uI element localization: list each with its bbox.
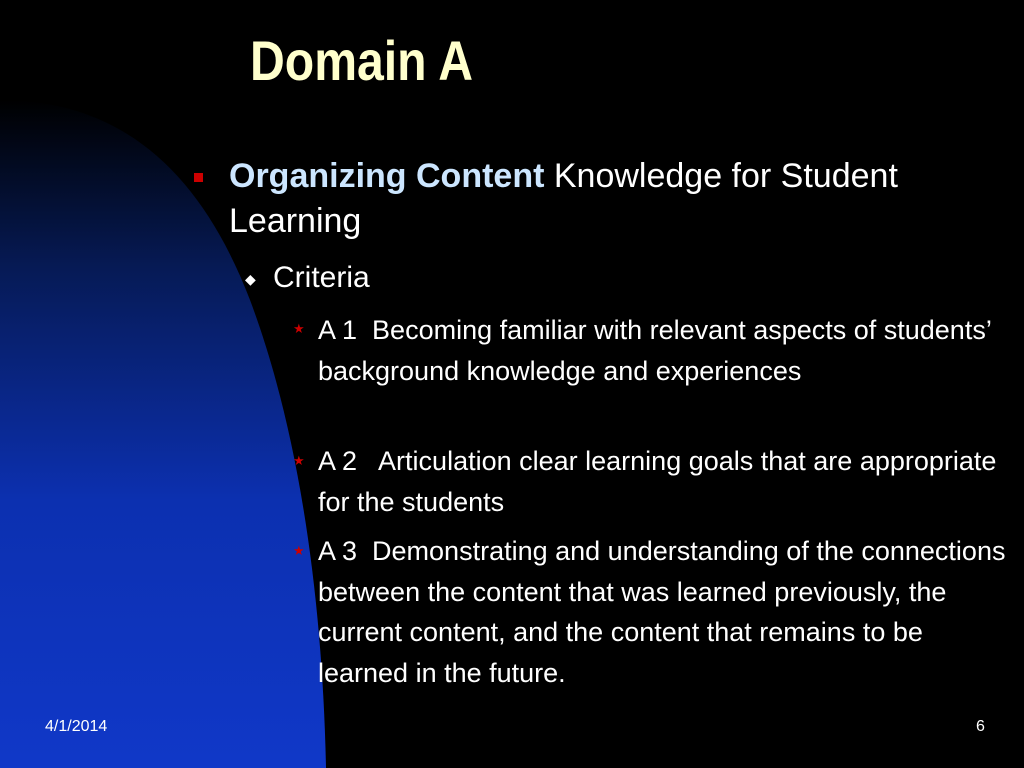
page-number: 6 <box>976 718 985 735</box>
diamond-icon: ◆ <box>245 271 256 287</box>
criteria-item: A 3 Demonstrating and understanding of the connections between the content that was learned previously, the current content, and the content that remains to be learned in the future. <box>318 536 1013 688</box>
level1-bullet-text <box>229 154 1019 244</box>
star-icon: ★ <box>293 454 305 469</box>
slide-title: Domain A <box>250 29 473 92</box>
footer-date: 4/1/2014 <box>45 718 108 735</box>
star-icon: ★ <box>293 322 305 337</box>
highlight-text: Organizing Content <box>229 157 545 195</box>
star-icon: ★ <box>293 544 305 559</box>
red-square-bullet-icon <box>194 173 203 182</box>
level2-bullet-text: Criteria <box>273 261 370 294</box>
criteria-item: A 1 Becoming familiar with relevant aspects of students’ background knowledge and experiences <box>318 315 999 386</box>
level1-rest-text: Knowledge for Student Learning <box>229 157 898 240</box>
criteria-item: A 2 Articulation clear learning goals that are appropriate for the students <box>318 446 1004 517</box>
